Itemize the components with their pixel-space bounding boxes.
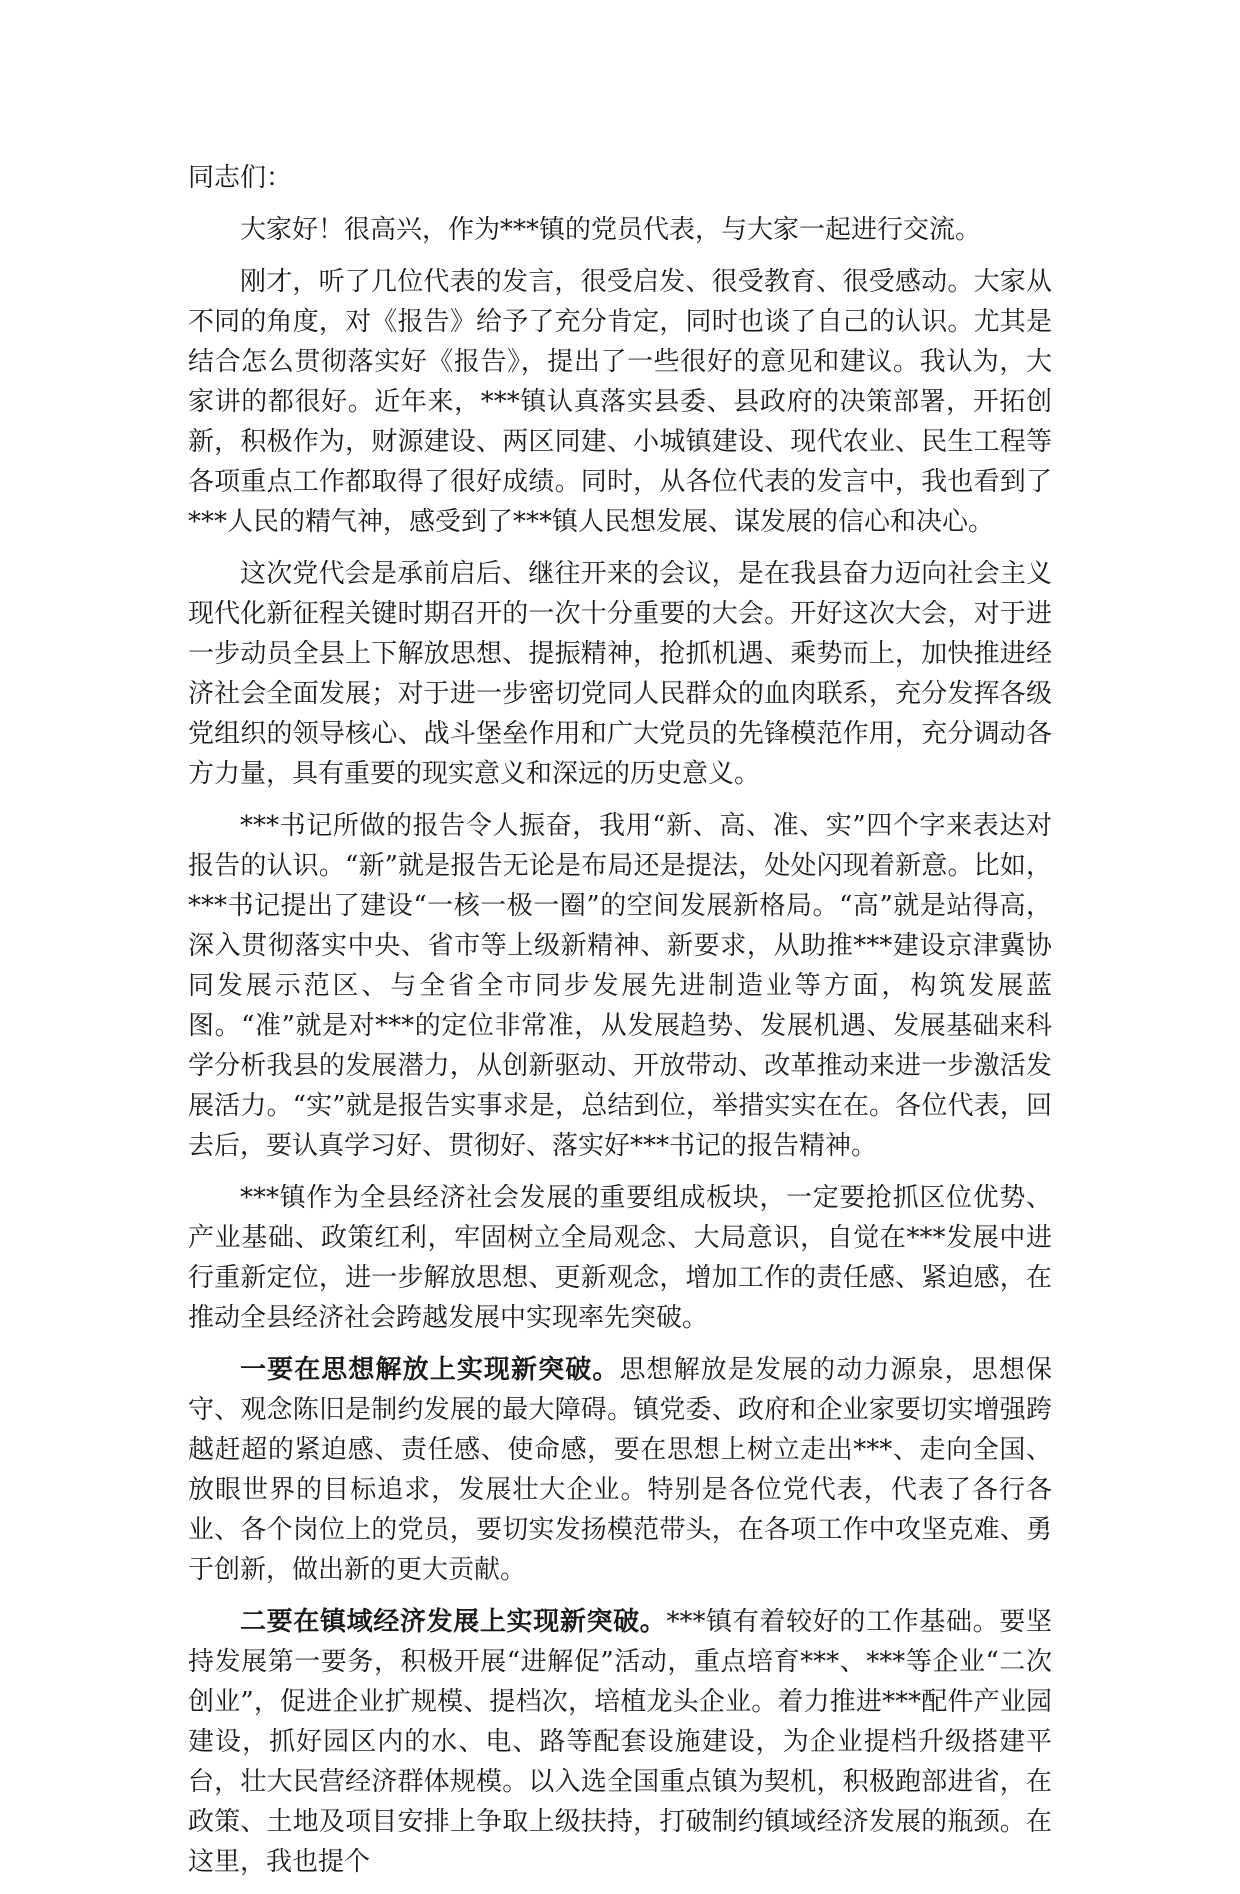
paragraph-text: 这次党代会是承前启后、继往开来的会议，是在我县奋力迈向社会主义现代化新征程关键时期召开的一次十分重要的大会。开好这次大会，对于进一步动员全县上下解放思想、提振精神，抢抓机遇、乘势而上，加快推进经济社会全面发展；对于进一步密切党同人民群众的血肉联系，充分发挥各级党组织的领导核心、战斗堡垒作用和广大党员的先锋模范作用，充分调动各方力量，具有重要的现实意义和深远的历史意义。 (188, 559, 1052, 789)
paragraph-impressions (188, 262, 1052, 542)
paragraph-greeting (188, 210, 1052, 250)
paragraph-lead: 二要在镇域经济发展上实现新突破。 (240, 1607, 667, 1637)
paragraph-point-two (188, 1602, 1052, 1882)
paragraph-point-one (188, 1350, 1052, 1590)
paragraph-text: 思想解放是发展的动力源泉，思想保守、观念陈旧是制约发展的最大障碍。镇党委、政府和企业家要切实增强跨越赶超的紧迫感、责任感、使命感，要在思想上树立走出***、走向全国、放眼世界的目标追求，发展壮大企业。特别是各位党代表，代表了各行各业、各个岗位上的党员，要切实发扬模范带头，在各项工作中攻坚克难、勇于创新，做出新的更大贡献。 (188, 1355, 1052, 1585)
salutation: 同志们： (188, 163, 293, 193)
document-page (188, 158, 1052, 1894)
paragraph-text: 刚才，听了几位代表的发言，很受启发、很受教育、很受感动。大家从不同的角度，对《报告》给予了充分肯定，同时也谈了自己的认识。尤其是结合怎么贯彻落实好《报告》，提出了一些很好的意见和建议。我认为，大家讲的都很好。近年来，***镇认真落实县委、县政府的决策部署，开拓创新，积极作为，财源建设、两区同建、小城镇建设、现代农业、民生工程等各项重点工作都取得了很好成绩。同时，从各位代表的发言中，我也看到了***人民的精气神，感受到了***镇人民想发展、谋发展的信心和决心。 (188, 267, 1052, 537)
paragraph-town-role (188, 1178, 1052, 1338)
paragraph-congress-significance (188, 554, 1052, 794)
paragraph-text: 大家好！很高兴，作为***镇的党员代表，与大家一起进行交流。 (240, 215, 982, 245)
paragraph-lead: 一要在思想解放上实现新突破。 (240, 1355, 620, 1385)
paragraph-text: ***镇作为全县经济社会发展的重要组成板块，一定要抢抓区位优势、产业基础、政策红利，牢固树立全局观念、大局意识，自觉在***发展中进行重新定位，进一步解放思想、更新观念，增加工作的责任感、紧迫感，在推动全县经济社会跨越发展中实现率先突破。 (188, 1183, 1052, 1333)
paragraph-text: ***书记所做的报告令人振奋，我用“新、高、准、实”四个字来表达对报告的认识。“新”就是报告无论是布局还是提法，处处闪现着新意。比如，***书记提出了建设“一核一极一圈”的空间发展新格局。“高”就是站得高，深入贯彻落实中央、省市等上级新精神、新要求，从助推***建设京津冀协同发展示范区、与全省全市同步发展先进制造业等方面，构筑发展蓝图。“准”就是对***的定位非常准，从发展趋势、发展机遇、发展基础来科学分析我县的发展潜力，从创新驱动、开放带动、改革推动来进一步激活发展活力。“实”就是报告实事求是，总结到位，举措实实在在。各位代表，回去后，要认真学习好、贯彻好、落实好***书记的报告精神。 (188, 811, 1052, 1161)
paragraph-report-evaluation (188, 806, 1052, 1166)
paragraph-text: ***镇有着较好的工作基础。要坚持发展第一要务，积极开展“进解促”活动，重点培育***、***等企业“二次创业”，促进企业扩规模、提档次，培植龙头企业。着力推进***配件产业园建设，抓好园区内的水、电、路等配套设施建设，为企业提档升级搭建平台，壮大民营经济群体规模。以入选全国重点镇为契机，积极跑部进省，在政策、土地及项目安排上争取上级扶持，打破制约镇域经济发展的瓶颈。在这里，我也提个 (188, 1607, 1052, 1877)
